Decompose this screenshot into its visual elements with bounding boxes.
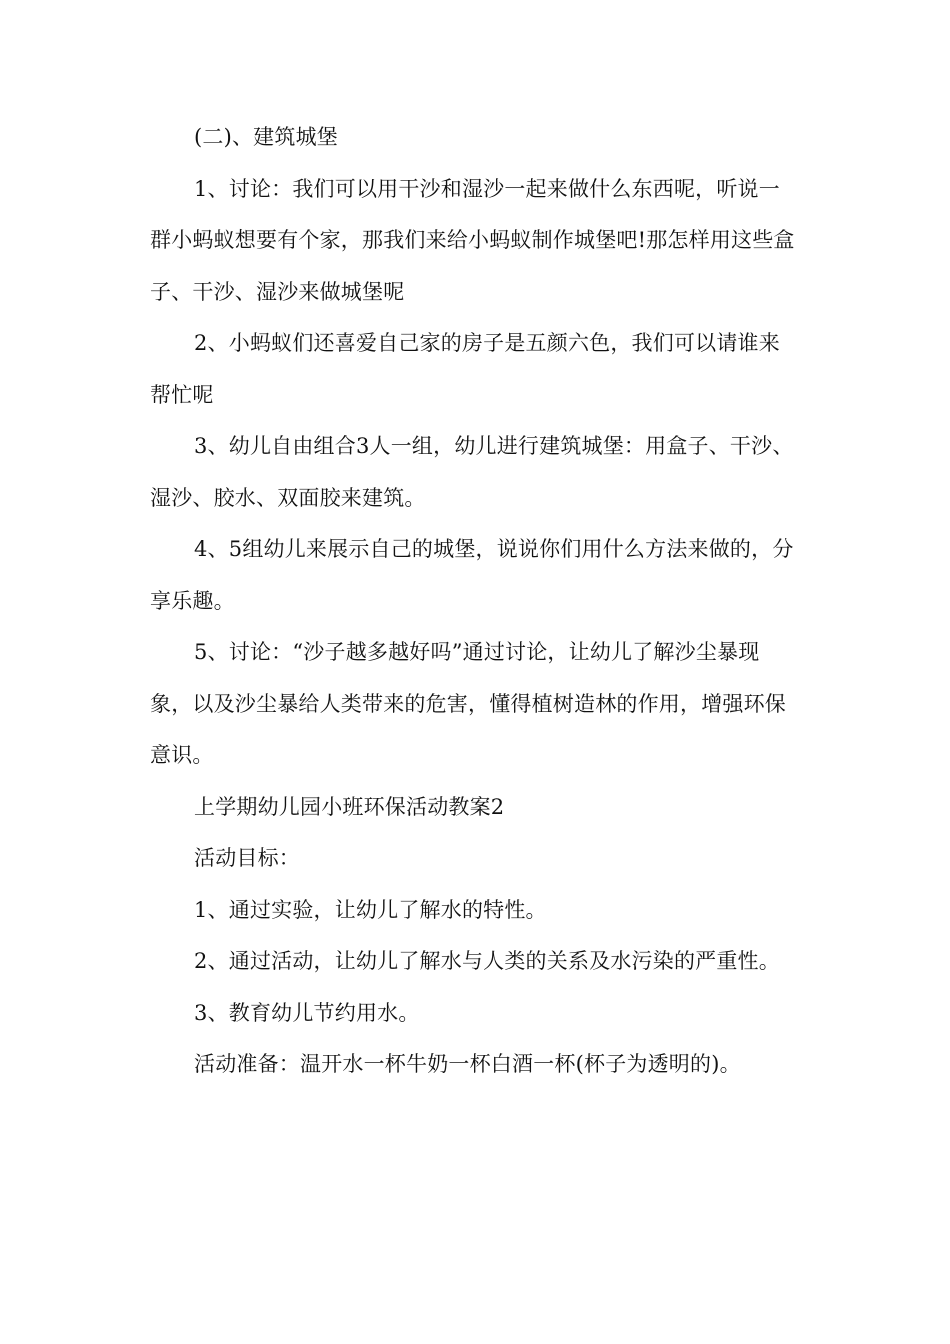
paragraph: 3、教育幼儿节约用水。 — [194, 1000, 420, 1025]
paragraph: 2、小蚂蚁们还喜爱自己家的房子是五颜六色，我们可以请谁来帮忙呢 — [150, 331, 780, 407]
objectives-heading: 活动目标： — [194, 846, 300, 870]
lesson-title: 上学期幼儿园小班环保活动教案2 — [194, 794, 505, 819]
paragraph: 2、通过活动，让幼儿了解水与人类的关系及水污染的严重性。 — [194, 949, 780, 973]
paragraph: 5、讨论：“沙子越多越好吗”通过讨论，让幼儿了解沙尘暴现象，以及沙尘暴给人类带来的危害，懂得植树造林的作用，增强环保意识。 — [150, 640, 786, 767]
section-heading: (二)、建筑城堡 — [194, 125, 338, 149]
document-body — [150, 112, 800, 1091]
paragraph: 4、5组幼儿来展示自己的城堡，说说你们用什么方法来做的，分享乐趣。 — [150, 537, 794, 613]
paragraph: 1、讨论：我们可以用干沙和湿沙一起来做什么东西呢，听说一群小蚂蚁想要有个家，那我们来给小蚂蚁制作城堡吧!那怎样用这些盒子、干沙、湿沙来做城堡呢 — [150, 176, 795, 304]
preparation-paragraph: 活动准备：温开水一杯牛奶一杯白酒一杯(杯子为透明的)。 — [194, 1052, 741, 1076]
paragraph: 1、通过实验，让幼儿了解水的特性。 — [194, 897, 547, 922]
paragraph: 3、幼儿自由组合3人一组，幼儿进行建筑城堡：用盒子、干沙、湿沙、胶水、双面胶来建筑。 — [150, 434, 794, 510]
